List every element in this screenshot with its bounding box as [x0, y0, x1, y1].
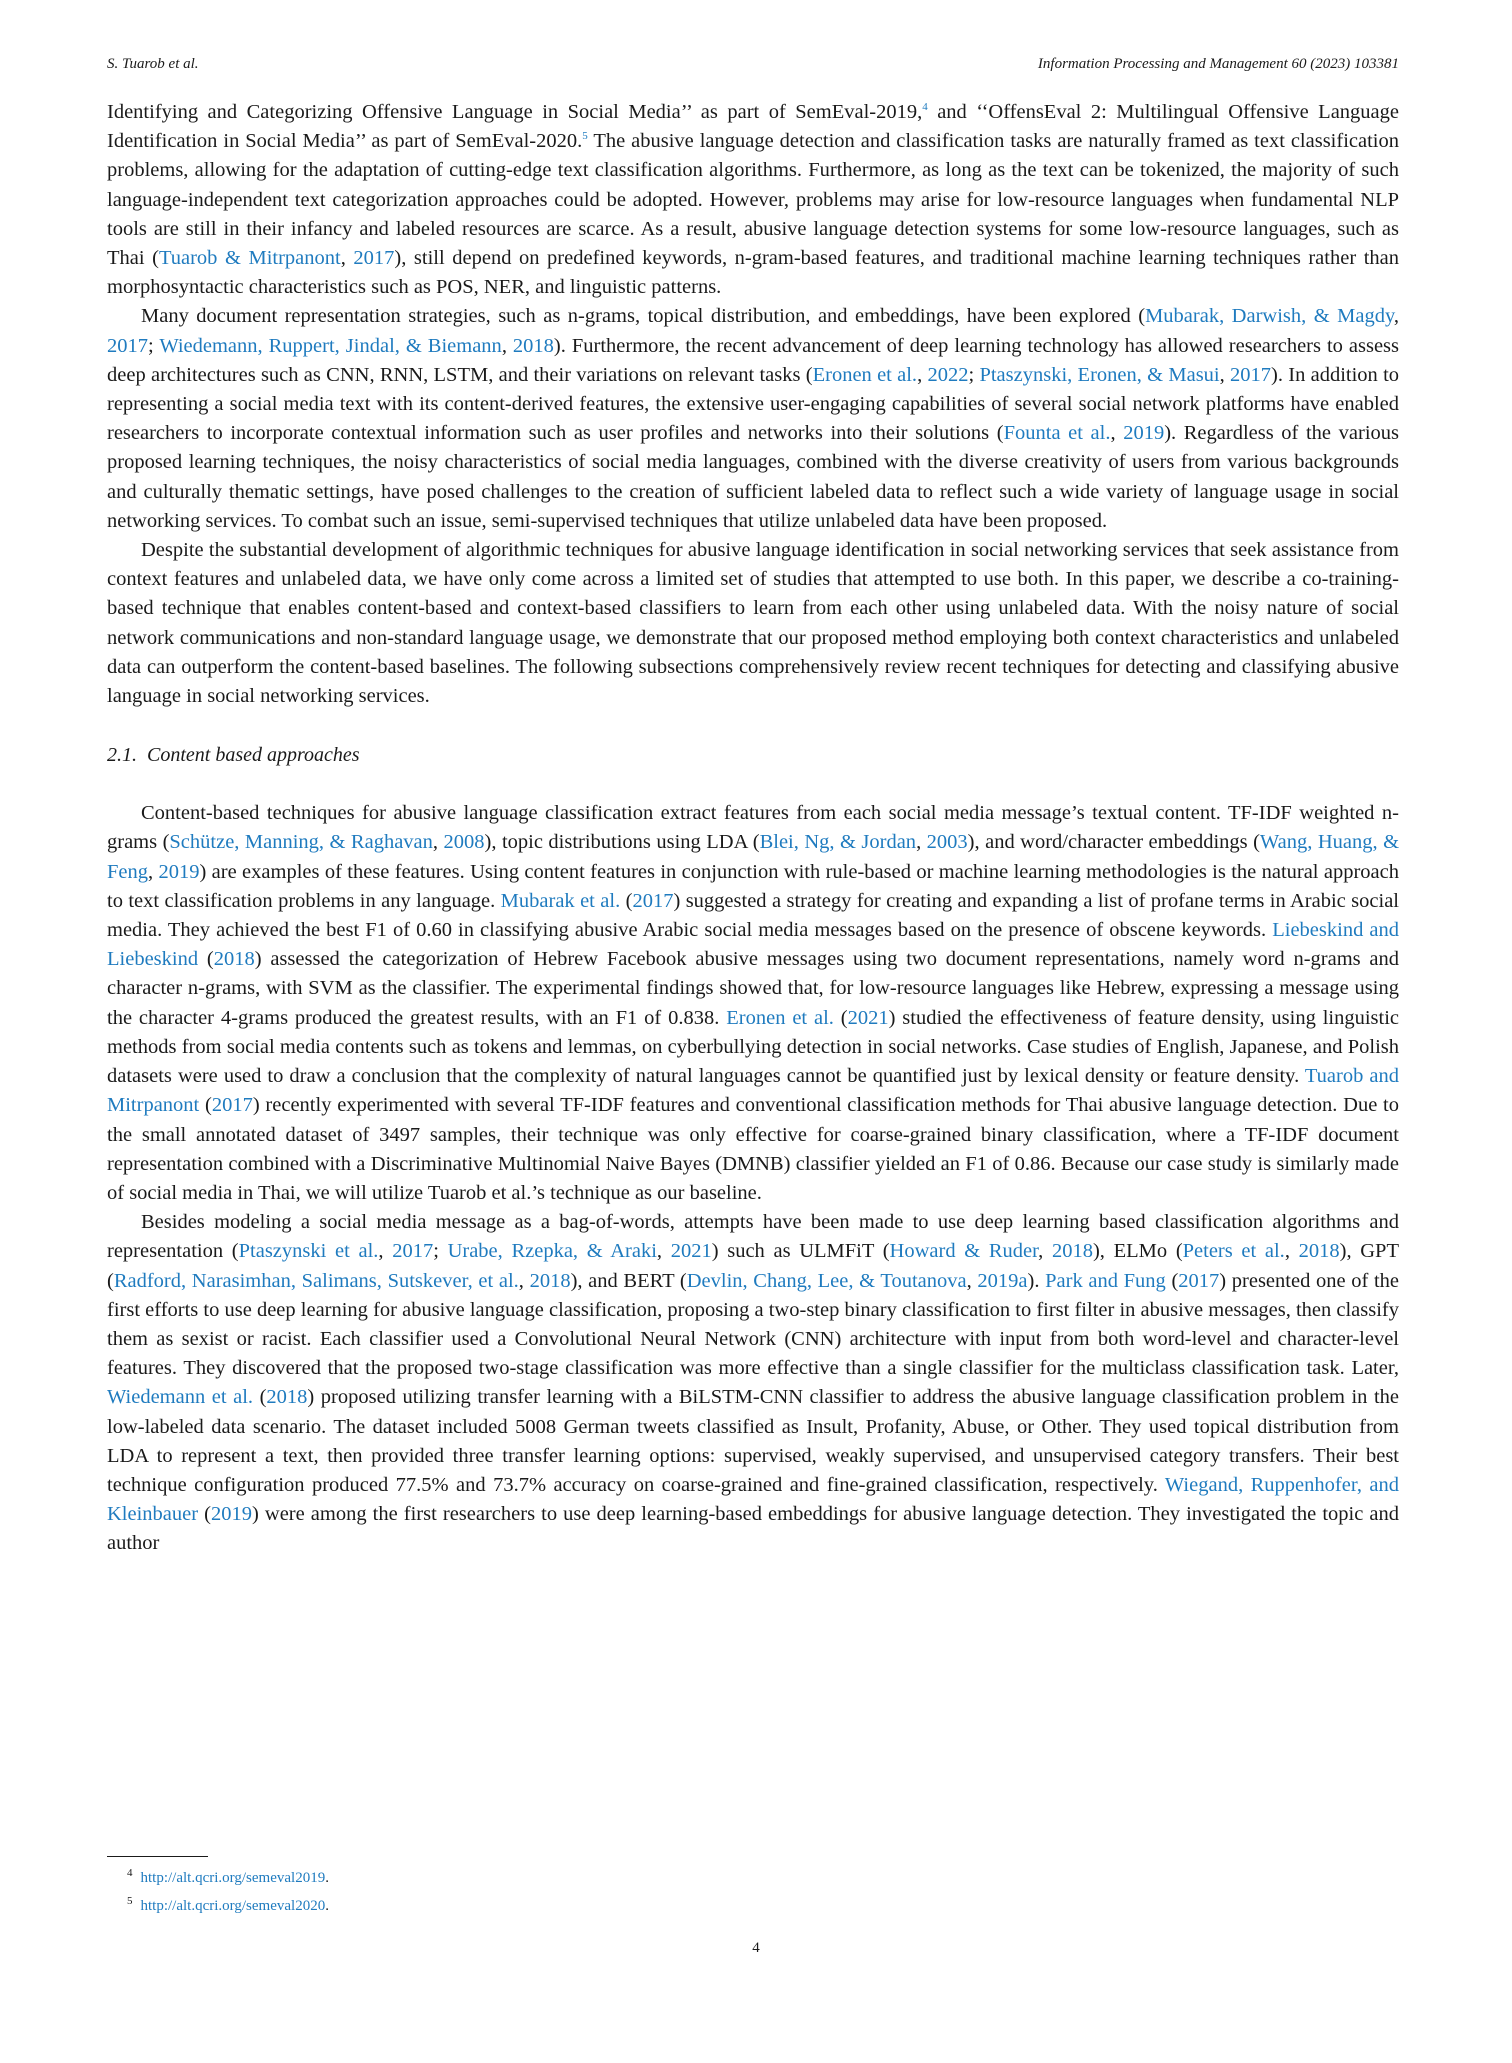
citation-link[interactable]: Ptaszynski, Eronen, & Masui — [979, 363, 1220, 386]
section-title: Content based approaches — [147, 744, 360, 767]
running-head-journal: Information Processing and Management 60 (2023) 103381 — [1037, 56, 1399, 72]
footnote-mark: 4 — [127, 1867, 133, 1879]
footnote-divider — [107, 1856, 208, 1857]
citation-link[interactable]: Eronen et al. — [812, 363, 918, 386]
citation-year-link[interactable]: 2018 — [1051, 1240, 1093, 1263]
citation-link[interactable]: Schütze, Manning, & Raghavan — [169, 831, 433, 854]
citation-link[interactable]: Radford, Narasimhan, Salimans, Sutskever, et al. — [113, 1269, 519, 1292]
citation-link[interactable]: Ptaszynski et al. — [238, 1240, 379, 1263]
paragraph-content-features: Content-based techniques for abusive language classification extract features from each social media message’s textual content. TF-IDF weighted n-grams (Schütze, Manning, & Raghavan, 2008), topic distributions using LDA (Blei, Ng, & Jordan, 2003), and word/character embeddings (Wang, Huang, & Feng, 2019) are examples of these features. Using content features in conjunction with rule-based or machine learning methodologies is the natural approach to text classification problems in any language. Mubarak et al. (2017) suggested a strategy for creating and expanding a list of profane terms in Arabic social media. They achieved the best F1 of 0.60 in classifying abusive Arabic social media messages based on the presence of obscene keywords. Liebeskind and Liebeskind (2018) assessed the categorization of Hebrew Facebook abusive messages using two document representations, namely word n-grams and character n-grams, with SVM as the classifier. The experimental findings showed that, for low-resource languages like Hebrew, expressing a message using the character 4-grams produced the greatest results, with an F1 of 0.838. Eronen et al. (2021) studied the effectiveness of feature density, using linguistic methods from social media contents such as tokens and lemmas, on cyberbullying detection in social networks. Case studies of English, Japanese, and Polish datasets were used to draw a conclusion that the complexity of natural languages cannot be quantified just by lexical density or feature density. Tuarob and Mitrpanont (2017) recently experimented with several TF-IDF features and conventional classification methods for Thai abusive language detection. Due to the small annotated dataset of 3497 samples, their technique was only effective for coarse-grained binary classification, where a TF-IDF document representation combined with a Discriminative Multinomial Naive Bayes (DMNB) classifier yielded an F1 of 0.86. Because our case study is similarly made of social media in Thai, we will utilize Tuarob et al.’s technique as our baseline. — [107, 802, 1400, 1204]
citation-link[interactable]: Wiegand, Ruppenhofer, and Kleinbauer — [107, 1473, 1399, 1526]
paragraph-deep-learning: Besides modeling a social media message as a bag-of-words, attempts have been made to use deep learning based classification algorithms and representation (Ptaszynski et al., 2017; Urabe, Rzepka, & Araki, 2021) such as ULMFiT (Howard & Ruder, 2018), ELMo (Peters et al., 2018), GPT (Radford, Narasimhan, Salimans, Sutskever, et al., 2018), and BERT (Devlin, Chang, Lee, & Toutanova, 2019a). Park and Fung (2017) presented one of the first efforts to use deep learning for abusive language classification, proposing a two-step binary classification to first filter in abusive messages, then classify them as sexist or racist. Each classifier used a Convolutional Neural Network (CNN) architecture with input from both word-level and character-level features. They discovered that the proposed two-stage classification was more effective than a single classifier for the multiclass classification task. Later, Wiedemann et al. (2018) proposed utilizing transfer learning with a BiLSTM-CNN classifier to address the abusive language classification problem in the low-labeled data scenario. The dataset included 5008 German tweets classified as Insult, Profanity, Abuse, or Other. They used topical distribution from LDA to represent a text, then provided three transfer learning options: supervised, weakly supervised, and unsupervised category transfers. Their best technique configuration produced 77.5% and 73.7% accuracy on coarse-grained and fine-grained classification, respectively. Wiegand, Ruppenhofer, and Kleinbauer (2019) were among the first researchers to use deep learning-based embeddings for abusive language detection. They investigated the topic and author — [107, 1211, 1400, 1555]
citation-year-link[interactable]: 2022 — [927, 363, 969, 386]
page — [107, 54, 1399, 1559]
citation-year-link[interactable]: 2017 — [353, 247, 395, 270]
paragraph-intro-continued: Identifying and Categorizing Offensive Language in Social Media’’ as part of SemEval-2019,$^4$ and ‘‘OffensEval 2: Multilingual Offensive Language Identification in Social Media’’ as part of SemEval-2020.$^5$ The abusive language detection and classification tasks are naturally framed as text classification problems, allowing for the adaptation of cutting-edge text classification algorithms. Furthermore, as long as the text can be tokenized, the majority of such language-independent text categorization approaches could be adopted. However, problems may arise for low-resource languages when fundamental NLP tools are still in their infancy and labeled resources are scarce. As a result, abusive language detection systems for some low-resource languages, such as Thai (Tuarob & Mitrpanont, 2017), still depend on predefined keywords, n-gram-based features, and traditional machine learning techniques rather than morphosyntactic characteristics such as POS, NER, and linguistic patterns. — [107, 101, 1399, 299]
citation-link[interactable]: Mubarak et al. — [500, 889, 621, 912]
citation-link[interactable]: Liebeskind and Liebeskind — [107, 919, 1399, 971]
citation-year-link[interactable]: 2017 — [632, 889, 674, 912]
citation-year-link[interactable]: 2017 — [1178, 1269, 1220, 1292]
citation-year-link[interactable]: 2018 — [266, 1386, 308, 1409]
citation-link[interactable]: Tuarob & Mitrpanont — [158, 247, 341, 270]
citation-link[interactable]: Blei, Ng, & Jordan — [759, 831, 917, 854]
citation-year-link[interactable]: 2019 — [1123, 422, 1165, 445]
citation-link[interactable]: Founta et al. — [1003, 422, 1111, 445]
citation-link[interactable]: Tuarob and Mitrpanont — [107, 1065, 1399, 1117]
citation-year-link[interactable]: 2021 — [847, 1006, 889, 1029]
paragraph-representation-strategies: Many document representation strategies, such as n-grams, topical distribution, and embeddings, have been explored (Mubarak, Darwish, & Magdy, 2017; Wiedemann, Ruppert, Jindal, & Biemann, 2018). Furthermore, the recent advancement of deep learning technology has allowed researchers to assess deep architectures such as CNN, RNN, LSTM, and their variations on relevant tasks (Eronen et al., 2022; Ptaszynski, Eronen, & Masui, 2017). In addition to representing a social media text with its content-derived features, the extensive user-engaging capabilities of several social network platforms have enabled researchers to incorporate contextual information such as user profiles and networks into their solutions (Founta et al., 2019). Regardless of the various proposed learning techniques, the noisy characteristics of social media languages, combined with the diverse creativity of users from various backgrounds and culturally thematic settings, have posed challenges to the creation of sufficient labeled data to reflect such a wide variety of language usage in social networking services. To combat such an issue, semi-supervised techniques that utilize unlabeled data have been proposed. — [107, 305, 1400, 532]
citation-year-link[interactable]: 2018 — [512, 334, 554, 357]
running-head-authors: S. Tuarob et al. — [107, 56, 199, 72]
citation-year-link[interactable]: 2019a — [977, 1269, 1028, 1292]
footnote-ref-5[interactable]: 5 — [582, 130, 588, 143]
citation-year-link[interactable]: 2019 — [158, 860, 200, 883]
section-number: 2.1. — [107, 744, 137, 767]
citation-link[interactable]: Wiedemann, Ruppert, Jindal, & Biemann — [159, 334, 502, 357]
section-heading — [107, 741, 1399, 769]
citation-link[interactable]: Devlin, Chang, Lee, & Toutanova — [686, 1269, 967, 1292]
citation-year-link[interactable]: 2018 — [1298, 1240, 1340, 1263]
citation-year-link[interactable]: 2021 — [670, 1240, 712, 1263]
footnote-5: $^5$ http://alt.qcri.org/semeval2020. — [127, 1895, 329, 1914]
footnote-4: $^4$ http://alt.qcri.org/semeval2019. — [127, 1867, 329, 1886]
citation-year-link[interactable]: 2018 — [213, 948, 255, 971]
citation-link[interactable]: Eronen et al. — [726, 1006, 834, 1029]
citation-link[interactable]: Howard & Ruder — [889, 1240, 1039, 1263]
citation-year-link[interactable]: 2018 — [529, 1269, 571, 1292]
footnote-url-link[interactable]: http://alt.qcri.org/semeval2020 — [140, 1898, 326, 1914]
footnote-mark: 5 — [127, 1895, 133, 1907]
page-number: 4 — [752, 1940, 760, 1956]
paragraph-co-training: Despite the substantial development of algorithmic techniques for abusive language identification in social networking services that seek assistance from context features and unlabeled data, we have only come across a limited set of studies that attempted to use both. In this paper, we describe a co-training-based technique that enables content-based and context-based classifiers to learn from each other using unlabeled data. With the noisy nature of social network communications and non-standard language usage, we demonstrate that our proposed method employing both context characteristics and unlabeled data can outperform the content-based baselines. The following subsections comprehensively review recent techniques for detecting and classifying abusive language in social networking services. — [107, 539, 1399, 708]
citation-year-link[interactable]: 2017 — [211, 1094, 253, 1117]
footnote-url-link[interactable]: http://alt.qcri.org/semeval2019 — [140, 1870, 326, 1886]
citation-year-link[interactable]: 2017 — [107, 334, 148, 357]
citation-year-link[interactable]: 2019 — [210, 1503, 252, 1526]
citation-year-link[interactable]: 2017 — [392, 1240, 434, 1263]
citation-year-link[interactable]: 2017 — [1230, 363, 1272, 386]
citation-year-link[interactable]: 2003 — [926, 831, 968, 854]
running-head — [107, 54, 1399, 98]
citation-year-link[interactable]: 2008 — [443, 831, 485, 854]
citation-link[interactable]: Wiedemann et al. — [107, 1386, 254, 1409]
citation-link[interactable]: Park and Fung — [1045, 1269, 1166, 1292]
citation-link[interactable]: Wang, Huang, & Feng — [107, 831, 1400, 883]
citation-link[interactable]: Mubarak, Darwish, & Magdy — [1145, 305, 1394, 328]
citation-link[interactable]: Peters et al. — [1182, 1240, 1285, 1263]
footnotes — [107, 1862, 907, 1918]
body-text — [107, 98, 1399, 1559]
citation-link[interactable]: Urabe, Rzepka, & Araki — [447, 1240, 657, 1263]
footnote-ref-4[interactable]: 4 — [922, 101, 928, 114]
